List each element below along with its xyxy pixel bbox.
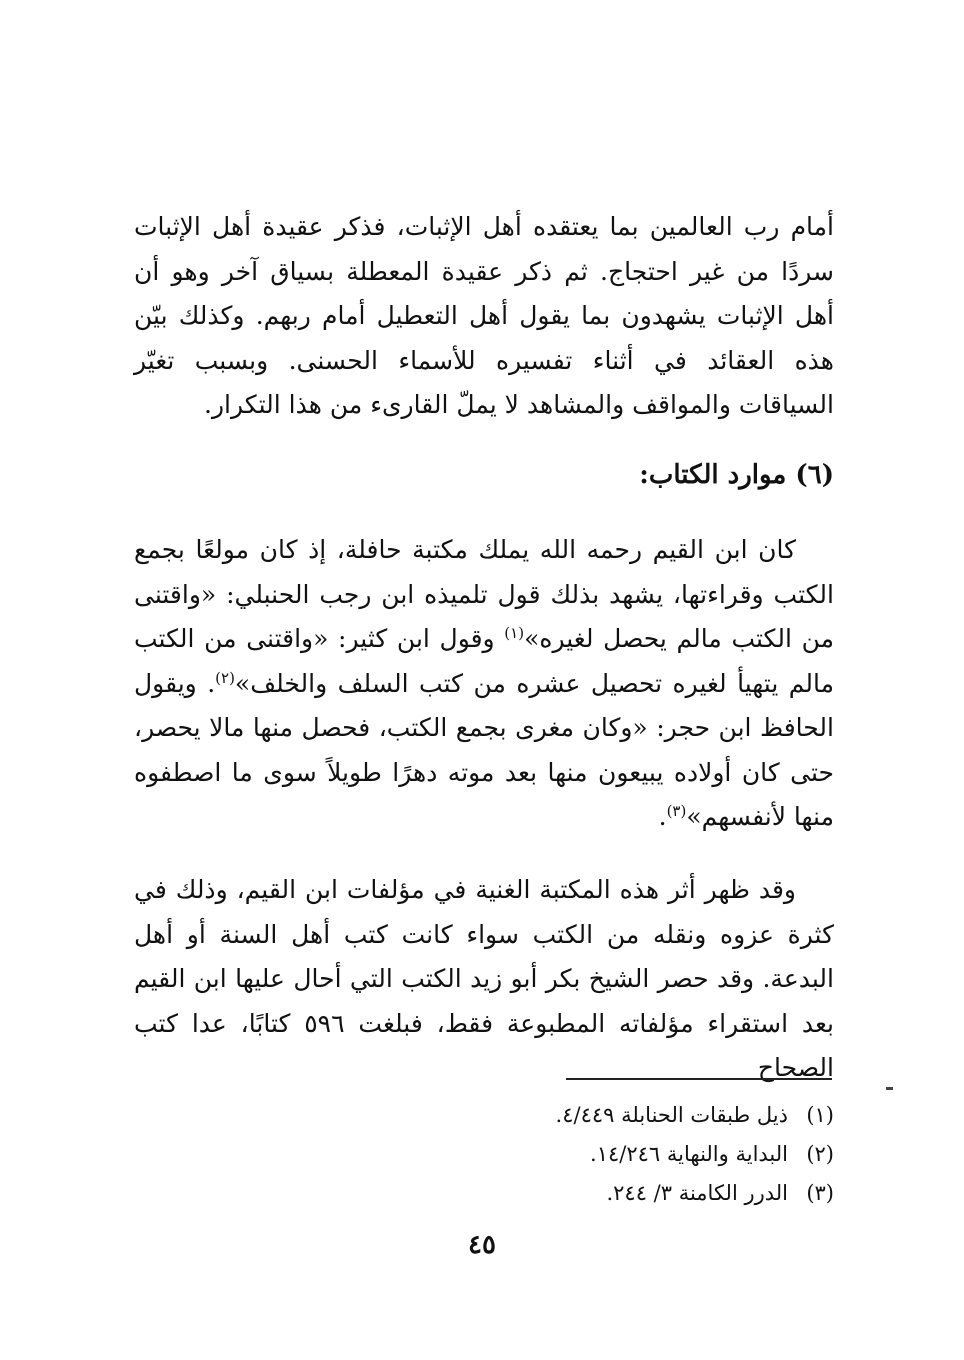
footnote-item xyxy=(300,1135,834,1174)
section-heading: (٦) موارد الكتاب: xyxy=(639,460,834,490)
footnote-text: البداية والنهاية ١٤/٢٤٦. xyxy=(590,1142,788,1166)
text-segment: وقول ابن كثير: «واقتنى من الكتب مالم يتهيأ لغيره تحصيل عشره من كتب السلف والخلف» xyxy=(134,624,834,698)
paragraph-sources-count xyxy=(134,868,834,1091)
footnote-number: (٢) xyxy=(806,1142,834,1166)
paragraph-text: وقد ظهر أثر هذه المكتبة الغنية في مؤلفات ابن القيم، وذلك في كثرة عزوه ونقله من الكتب سواء كانت كتب أهل السنة أو أهل البدعة. وقد حصر الشيخ بكر أبو زيد الكتب التي أحال عليها ابن القيم بعد استقراء مؤلفاته المطبوعة فقط، فبلغت ٥٩٦ كتابًا، عدا كتب الصحاح xyxy=(134,875,835,1082)
paragraph-text xyxy=(134,528,834,840)
footnote-number: (٣) xyxy=(806,1181,834,1205)
page-number: ٤٥ xyxy=(468,1230,496,1260)
footnote-text: الدرر الكامنة ٣/ ٢٤٤. xyxy=(606,1181,788,1205)
paragraph-text: أمام رب العالمين بما يعتقده أهل الإثبات، فذكر عقيدة أهل الإثبات سردًا من غير احتجاج. ثم ذكر عقيدة المعطلة بسياق آخر وهو أن أهل الإثبات يشهدون بما يقول أهل التعطيل أمام ربهم. وكذلك بيّن هذه العقائد في أثناء تفسيره للأسماء الحسنى. وبسبب تغيّر السياقات والمواقف والمشاهد لا يملّ القارىء من هذا التكرار. xyxy=(134,212,834,419)
footnote-item xyxy=(300,1096,834,1135)
text-segment: . ويقول الحافظ ابن حجر: «وكان مغرى بجمع الكتب، فحصل منها مالا يحصر، حتى كان أولاده يبيعون منها بعد موته دهرًا طويلاً سوى ما اصطفوه منها لأنفسهم» xyxy=(134,668,834,831)
footnote-item xyxy=(300,1174,834,1213)
footnotes xyxy=(300,1096,834,1213)
paragraph-library xyxy=(134,528,834,840)
footnote-ref-3: (٣) xyxy=(666,802,687,820)
text-segment: كان ابن القيم رحمه الله يملك مكتبة حافلة، إذ كان مولعًا بجمع الكتب وقراءتها، يشهد بذلك قول تلميذه ابن رجب الحنبلي: «واقتنى من الكتب مالم يحصل لغيره» xyxy=(134,535,834,653)
footnote-ref-2: (٢) xyxy=(215,668,235,687)
footnote-ref-1: (١) xyxy=(504,624,525,642)
footnote-separator xyxy=(566,1078,832,1080)
footnote-number: (١) xyxy=(806,1103,834,1127)
paragraph-creed-summary xyxy=(134,205,834,428)
footnote-text: ذيل طبقات الحنابلة ٤/٤٤٩. xyxy=(555,1103,788,1127)
print-mark xyxy=(886,1087,893,1090)
text-segment: . xyxy=(658,802,667,831)
